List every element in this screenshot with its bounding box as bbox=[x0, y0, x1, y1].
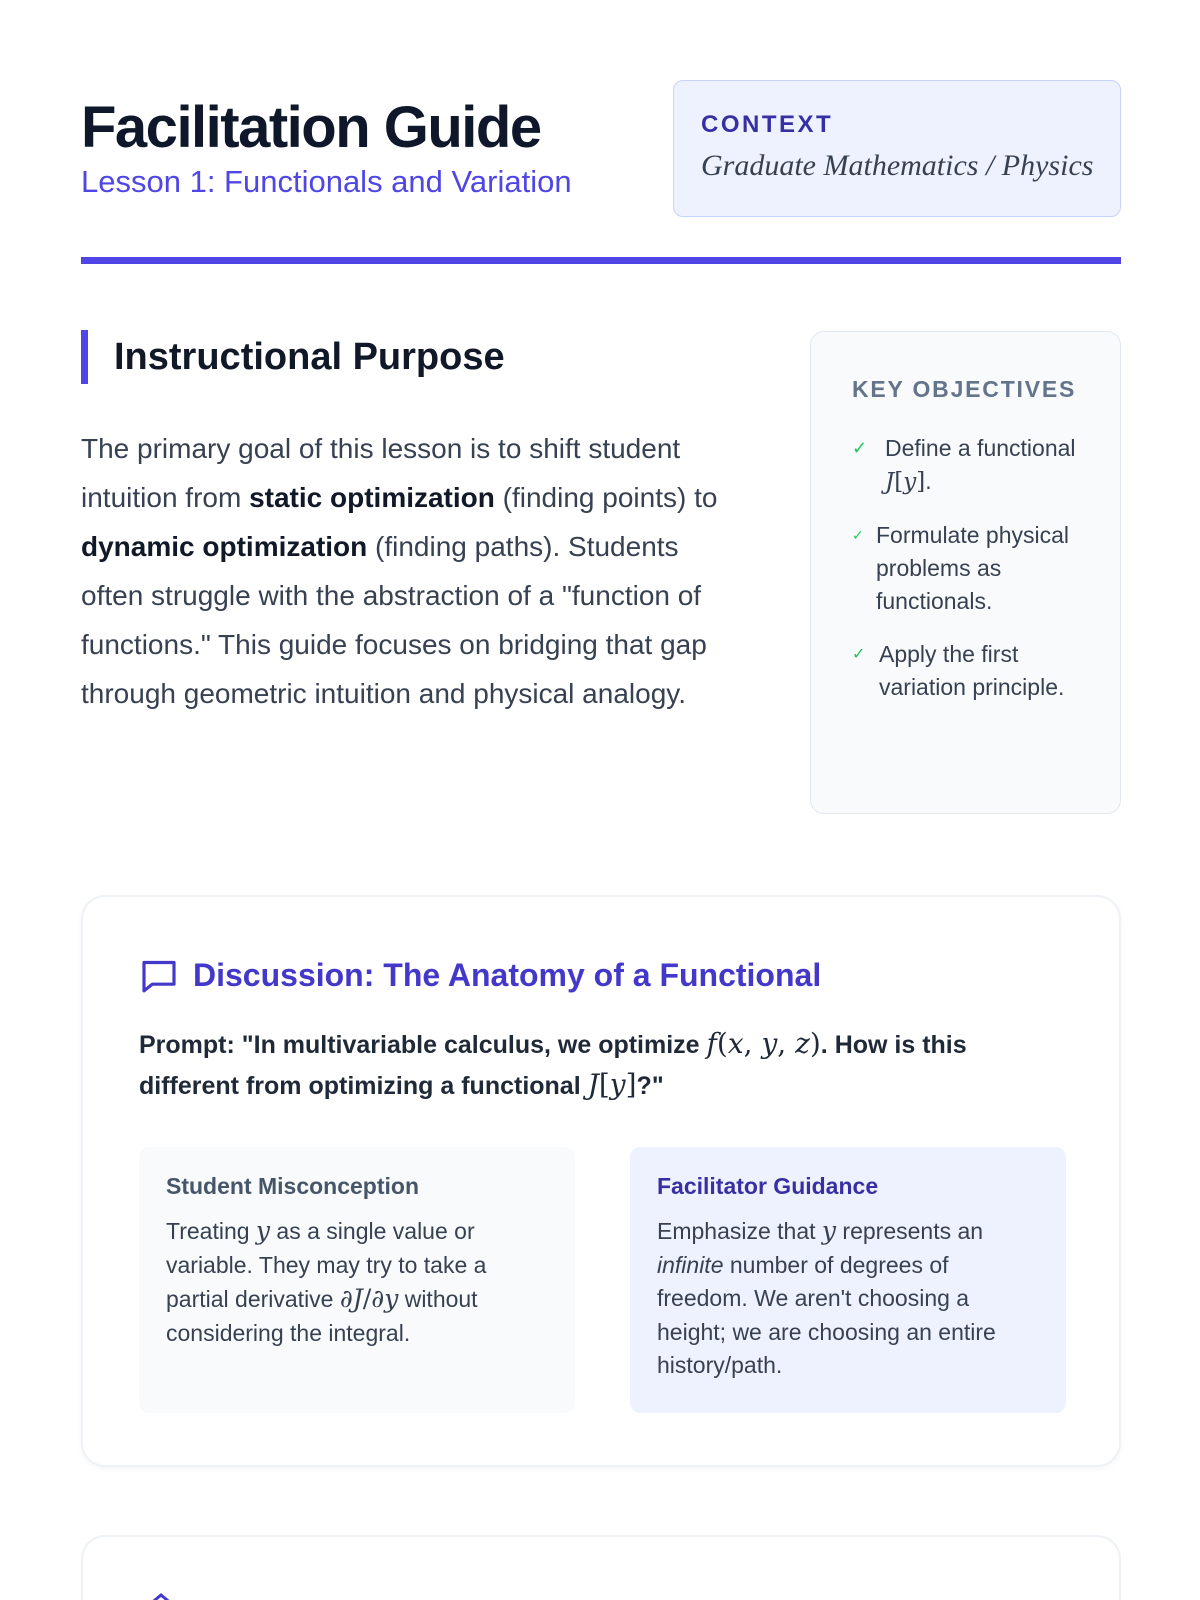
context-value: Graduate Mathematics / Physics bbox=[701, 149, 1094, 182]
check-icon: ✓ bbox=[852, 646, 866, 663]
discussion-card bbox=[81, 895, 1121, 1467]
math-symbol: f(x, y, z) bbox=[706, 1027, 821, 1060]
page-header bbox=[81, 80, 1121, 220]
guidance-text: Emphasize that y represents an infinite number of degrees of freedom. We aren't choosing a height; we are choosing an entire history/path. bbox=[657, 1216, 996, 1378]
section-icon bbox=[143, 1593, 179, 1600]
discussion-prompt: Prompt: "In multivariable calculus, we optimize f(x, y, z). How is this different from optimizing a functional J[y]?" bbox=[139, 1027, 967, 1101]
math-symbol: J[y] bbox=[587, 1068, 637, 1101]
check-icon: ✓ bbox=[852, 438, 868, 458]
discussion-header bbox=[139, 955, 821, 995]
misconception-text: Treating y as a single value or variable. They may try to take a partial derivative ∂J/∂y without considering the integral. bbox=[166, 1216, 487, 1346]
lesson-subtitle: Lesson 1: Functionals and Variation bbox=[81, 164, 572, 199]
purpose-bold-static: static optimization bbox=[249, 482, 495, 513]
discussion-title: Discussion: The Anatomy of a Functional bbox=[193, 956, 822, 993]
key-objectives-panel bbox=[810, 331, 1121, 814]
objective-text: Apply the first variation principle. bbox=[879, 641, 1065, 700]
check-icon: ✓ bbox=[852, 527, 864, 543]
objective-item bbox=[852, 519, 1097, 618]
objective-item bbox=[852, 638, 1097, 704]
guidance-title: Facilitator Guidance bbox=[657, 1173, 879, 1199]
purpose-text-3: (finding paths). Students often struggle with the abstraction of a "function of functions." This guide focuses on bridging that gap through geometric intuition and physical analogy. bbox=[81, 531, 707, 709]
math-symbol: J[y] bbox=[885, 469, 926, 495]
objective-text bbox=[885, 432, 1097, 499]
math-symbol: ∂J/∂y bbox=[339, 1284, 399, 1313]
emphasis-infinite: infinite bbox=[657, 1251, 724, 1278]
context-box bbox=[673, 80, 1121, 217]
page-title: Facilitation Guide bbox=[81, 95, 541, 160]
context-label: CONTEXT bbox=[701, 111, 834, 138]
purpose-text-1: The primary goal of this lesson is to shift student intuition from bbox=[81, 433, 681, 513]
purpose-bold-dynamic: dynamic optimization bbox=[81, 531, 368, 562]
next-section-card bbox=[81, 1535, 1121, 1600]
math-symbol: y bbox=[255, 1216, 271, 1245]
objective-text-part: Define a functional bbox=[885, 435, 1076, 461]
purpose-text-2: (finding points) to bbox=[494, 482, 718, 513]
key-objectives-title: KEY OBJECTIVES bbox=[852, 376, 1077, 402]
purpose-paragraph bbox=[81, 424, 721, 718]
misconception-title: Student Misconception bbox=[166, 1173, 419, 1199]
chat-bubble-icon bbox=[139, 955, 179, 995]
student-misconception-box bbox=[139, 1147, 575, 1413]
objectives-list bbox=[852, 432, 1097, 724]
header-divider bbox=[81, 257, 1121, 264]
objective-text: Formulate physical problems as functionals. bbox=[876, 522, 1070, 614]
objective-item bbox=[852, 432, 1097, 499]
facilitator-guidance-box bbox=[630, 1147, 1066, 1413]
section-heading-instructional-purpose: Instructional Purpose bbox=[81, 330, 505, 384]
math-symbol: y bbox=[821, 1216, 837, 1245]
objective-text-end: . bbox=[925, 468, 932, 494]
